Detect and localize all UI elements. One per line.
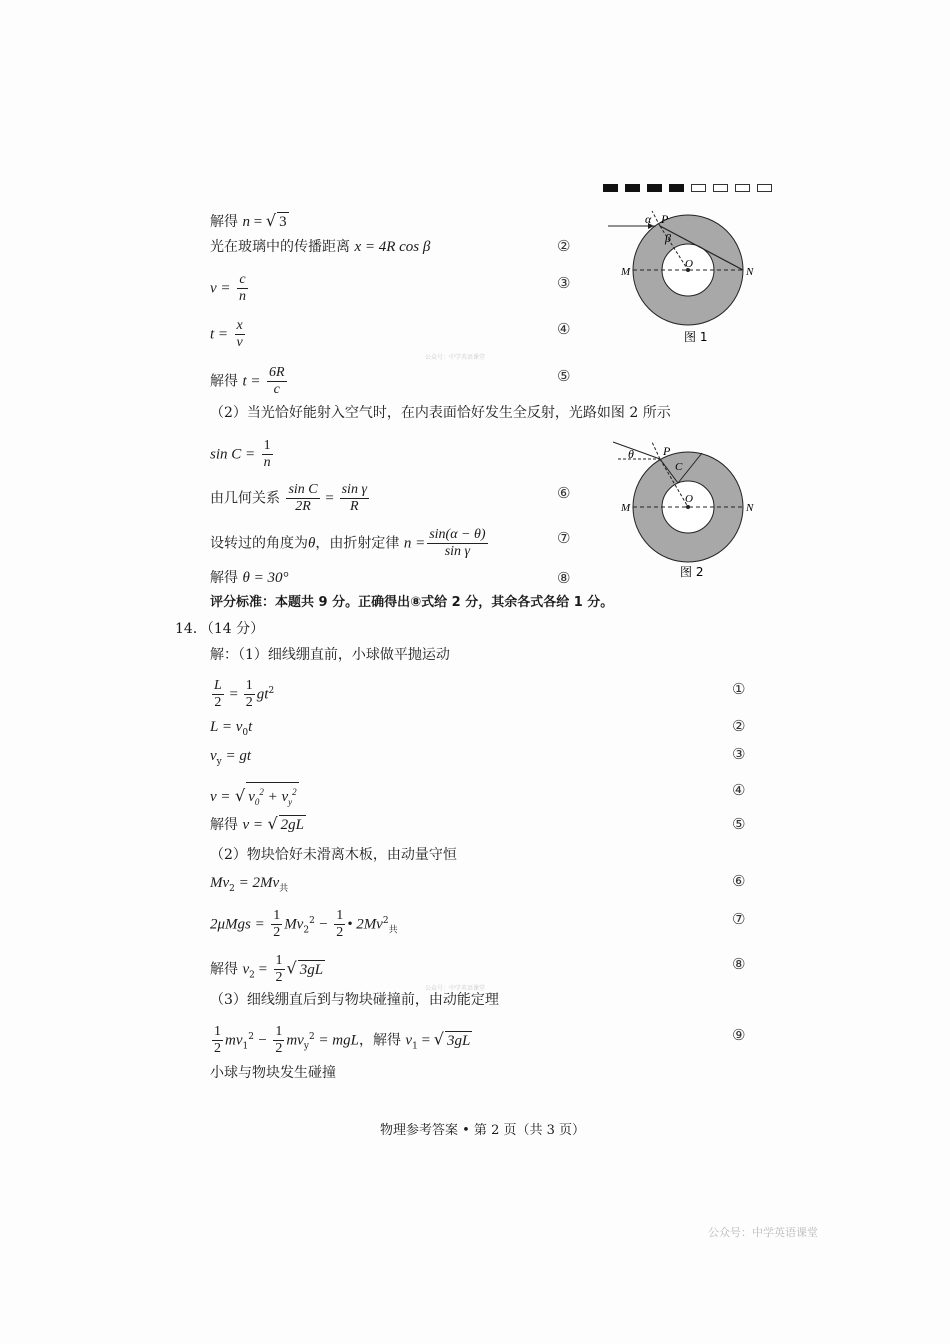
solve-n-line: 解得 n = √ 3 [210,211,287,230]
progress-square-filled [647,184,662,192]
progress-square-empty [757,184,772,192]
figure-1 [608,205,768,350]
eq-marker: ⑧ [732,955,746,973]
q14-step4: 小球与物块发生碰撞 [210,1065,336,1081]
label-M: M [621,266,631,278]
progress-square-filled [669,184,684,192]
eq-marker: ⑨ [732,1026,746,1044]
eq-marker: ⑦ [732,910,746,928]
eq-L-half: $\frac{L}{2}$ = $\frac{1}{2}$ $gt^2$ [214,678,275,710]
eq-momentum: $Mv_2 = 2Mv_共$ [210,875,289,894]
label-N: N [746,502,754,514]
eq-energy-friction: 2μMgs = $\frac{1}{2}$ $Mv_2^2$ − $\frac{1}{2}$ • $2Mv^2_共$ [210,908,398,940]
eq-L-v0t: $L = v_0t$ [210,719,253,738]
eq-marker: ④ [557,320,571,338]
solve-theta-line: 解得 θ = 30° [210,570,289,586]
label-O: O [685,258,693,270]
label-O: O [685,493,693,505]
figure-2 [608,438,768,583]
question-14-header: 14．（14 分） [175,621,265,637]
progress-square-filled [603,184,618,192]
progress-square-empty [691,184,706,192]
watermark-small: 公众号：中学英语课堂 [425,354,486,361]
eq-marker: ③ [557,274,571,292]
eq-marker: ⑥ [557,484,571,502]
progress-square-filled [625,184,640,192]
q14-step1: 解：（1）细线绷直前，小球做平抛运动 [210,647,450,663]
eq-kinetic-energy: $\frac{1}{2}$ $mv_1^2$ − $\frac{1}{2}$ $mv_y^2$ = mgL，解得 $v_1$ = √ 3gL [214,1024,471,1056]
solve-t-line: 解得 t = $\frac{6R}{c}$ [210,365,285,397]
eq-v-c-n: v = $\frac{c}{n}$ [210,272,246,304]
label-P: P [661,212,669,226]
eq-marker: ⑦ [557,529,571,547]
page-footer: 物理参考答案 • 第 2 页（共 3 页） [380,1123,586,1138]
eq-marker: ② [557,237,571,255]
eq-marker: ③ [732,745,746,763]
eq-marker: ⑤ [732,815,746,833]
eq-t-x-v: t = $\frac{x}{v}$ [210,318,243,350]
corner-watermark: 公众号：中学英语课堂 [708,1226,818,1239]
q14-step2: （2）物块恰好未滑离木板，由动量守恒 [210,847,457,863]
watermark-small: 公众号：中学英语课堂 [425,985,486,992]
figure-2-caption: 图 2 [680,565,704,579]
eq-refraction: 设转过的角度为θ，由折射定律 n = $\frac{\sin(\alpha - \theta)}{\text{sin γ}}$ [210,527,486,559]
solve-v-line: 解得 v = √ 2gL [210,814,304,833]
part2-intro: （2）当光恰好能射入空气时，在内表面恰好发生全反射，光路如图 2 所示 [210,405,671,421]
progress-square-empty [735,184,750,192]
progress-square-empty [713,184,728,192]
q14-step3: （3）细线绷直后到与物块碰撞前，由动能定理 [210,992,499,1008]
distance-line: 光在玻璃中的传播距离 x = 4R cos β [210,239,431,255]
eq-geometry: 由几何关系 $\frac{\text{sin C}}{2R}$ = $\frac{\text{sin γ}}{R}$ [210,482,367,514]
label-M: M [621,502,631,514]
label-C: C [675,461,683,473]
eq-marker: ⑥ [732,872,746,890]
label-beta: β [665,231,671,245]
label-N: N [746,266,754,278]
eq-v-sqrt: v = √ $v_0^2 + v_y^2$ [210,782,299,811]
label-alpha: α [645,212,652,226]
eq-marker: ⑧ [557,569,571,587]
eq-marker: ② [732,717,746,735]
label-theta: θ [628,447,634,461]
solve-v2-line: 解得 $v_2$ = $\frac{1}{2}$ √ 3gL [210,953,324,985]
eq-vy-gt: $v_y$ = gt [210,748,252,767]
label-P: P [663,444,671,458]
scoring-standard: 评分标准：本题共 9 分。正确得出⑧式给 2 分，其余各式各给 1 分。 [210,595,614,610]
eq-sinC: sin C = $\frac{1}{n}$ [210,438,271,470]
eq-marker: ④ [732,781,746,799]
figure-1-caption: 图 1 [684,330,708,344]
eq-marker: ⑤ [557,367,571,385]
eq-marker: ① [732,680,746,698]
